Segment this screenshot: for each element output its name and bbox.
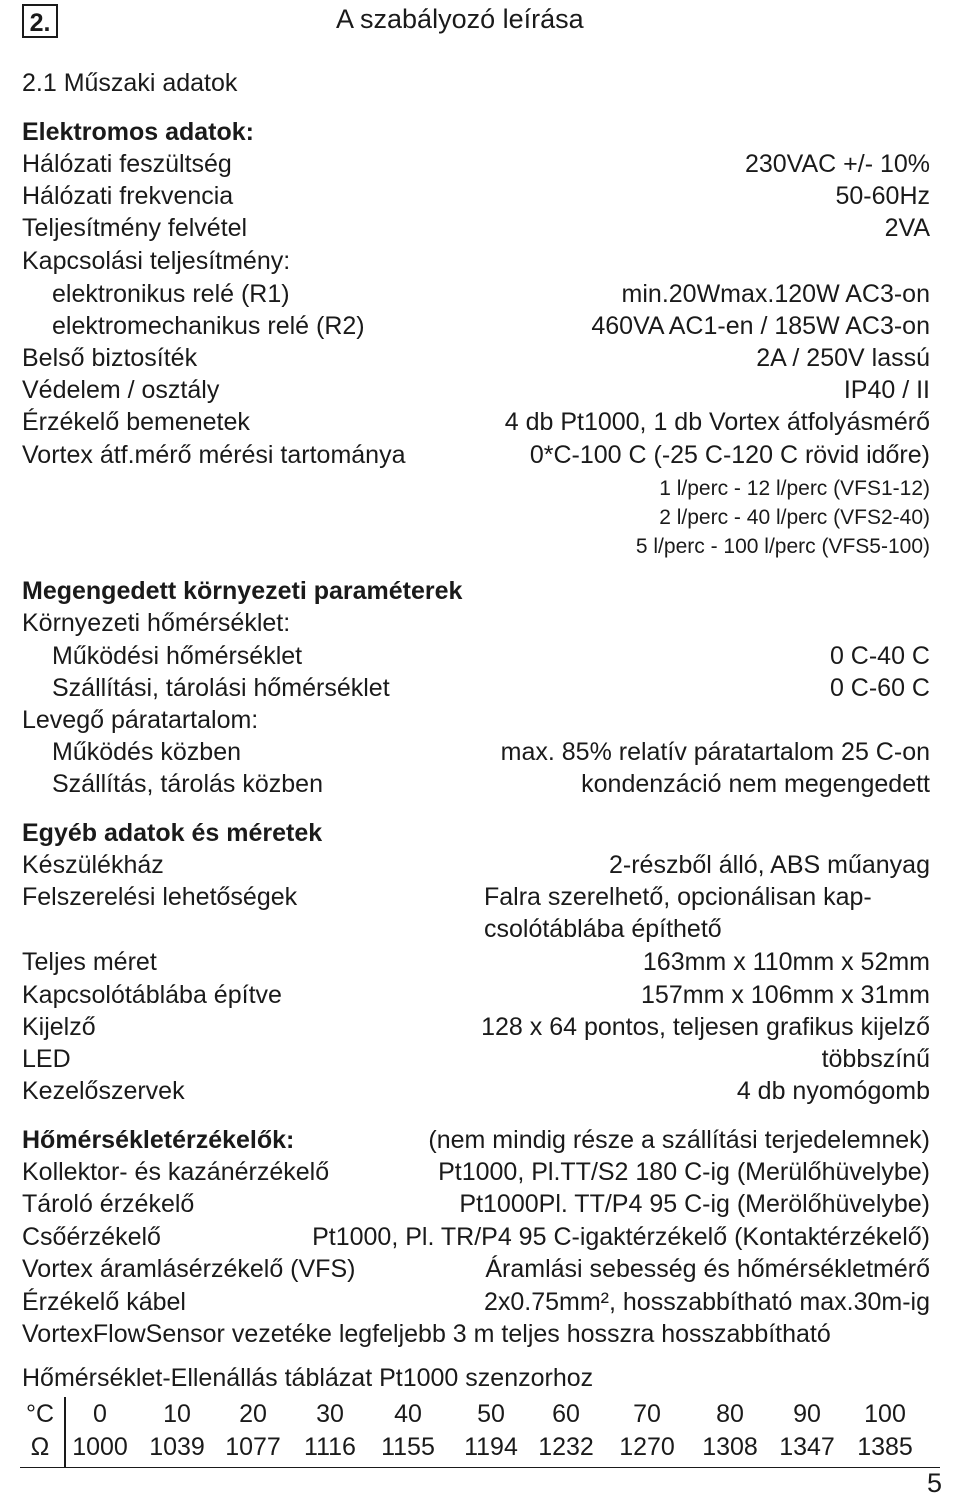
pt1000-table-title: Hőmérséklet-Ellenállás táblázat Pt1000 szenzorhoz [22, 1364, 594, 1392]
temp-unit-label: °C [25, 1400, 55, 1428]
row-value-continued: csolótáblába építhető [484, 915, 722, 943]
flow-range: 2 l/perc - 40 l/perc (VFS2-40) [659, 506, 930, 529]
table-cell: 0 [93, 1400, 107, 1428]
environment-heading: Megengedett környezeti paraméterek [22, 577, 463, 605]
row-value: Pt1000Pl. TT/P4 95 C-ig (Merölőhüvelybe) [459, 1190, 930, 1218]
electrical-heading: Elektromos adatok: [22, 118, 255, 146]
row-value: 163mm x 110mm x 52mm [642, 948, 930, 976]
flow-range: 5 l/perc - 100 l/perc (VFS5-100) [635, 535, 930, 558]
temperature-heading: Környezeti hőmérséklet: [22, 609, 291, 637]
row-value: 2VA [884, 214, 930, 242]
row-value: többszínű [821, 1045, 930, 1073]
table-cell: 40 [394, 1400, 422, 1428]
row-value: 0 C-60 C [829, 674, 930, 702]
sensors-heading: Hőmérsékletérzékelők: [22, 1126, 295, 1154]
row-label: Szállítási, tárolási hőmérséklet [52, 674, 390, 702]
page-title: A szabályozó leírása [336, 4, 584, 34]
row-label: Belső biztosíték [22, 344, 198, 372]
table-cell: 1155 [381, 1433, 435, 1461]
row-label: Működési hőmérséklet [52, 642, 303, 670]
table-cell: 50 [477, 1400, 505, 1428]
table-cell: 1308 [702, 1433, 758, 1461]
table-cell: 30 [316, 1400, 344, 1428]
table-cell: 60 [552, 1400, 580, 1428]
sensors-note: (nem mindig része a szállítási terjedelemnek) [428, 1126, 930, 1154]
row-label: LED [22, 1045, 71, 1073]
ohm-unit-label: Ω [30, 1433, 50, 1461]
page-number: 5 [926, 1468, 942, 1498]
row-value: max. 85% relatív páratartalom 25 C-on [500, 738, 930, 766]
row-label: Felszerelési lehetőségek [22, 883, 298, 911]
row-label: Hálózati frekvencia [22, 182, 234, 210]
row-label: Teljes méret [22, 948, 157, 976]
table-cell: 1347 [779, 1433, 835, 1461]
row-value: 460VA AC1-en / 185W AC3-on [591, 312, 930, 340]
row-value: 2A / 250V lassú [756, 344, 930, 372]
row-value: Pt1000, Pl. TR/P4 95 C-igaktérzékelő (Kontaktérzékelő) [312, 1223, 930, 1251]
table-cell: 10 [163, 1400, 191, 1428]
row-value: IP40 / II [843, 376, 930, 404]
row-value: 230VAC +/- 10% [744, 150, 930, 178]
row-label: Hálózati feszültség [22, 150, 232, 178]
row-label: Kapcsolási teljesítmény: [22, 247, 291, 275]
row-label: Szállítás, tárolás közben [52, 770, 323, 798]
table-cell: 70 [633, 1400, 661, 1428]
table-cell: 1270 [619, 1433, 675, 1461]
other-heading: Egyéb adatok és méretek [22, 819, 323, 847]
row-label: Vortex áramlásérzékelő (VFS) [22, 1255, 356, 1283]
row-value: 0*C-100 C (-25 C-120 C rövid időre) [529, 441, 930, 469]
table-cell: 100 [864, 1400, 906, 1428]
row-label: Érzékelő bemenetek [22, 408, 250, 436]
table-cell: 80 [716, 1400, 744, 1428]
flow-range: 1 l/perc - 12 l/perc (VFS1-12) [659, 477, 930, 500]
table-cell: 1039 [149, 1433, 205, 1461]
vfs-note: VortexFlowSensor vezetéke legfeljebb 3 m teljes hosszra hosszabbítható [22, 1320, 831, 1348]
row-label: Vortex átf.mérő mérési tartománya [22, 441, 406, 469]
row-label: Csőérzékelő [22, 1223, 161, 1251]
table-cell: 1000 [72, 1433, 128, 1461]
row-value: 157mm x 106mm x 31mm [641, 981, 930, 1009]
table-row-resistance [20, 1431, 920, 1463]
row-label: Érzékelő kábel [22, 1288, 186, 1316]
table-cell: 20 [239, 1400, 267, 1428]
row-value: 50-60Hz [835, 182, 930, 210]
row-label: Teljesítmény felvétel [22, 214, 248, 242]
row-value: kondenzáció nem megengedett [581, 770, 930, 798]
row-label: Kijelző [22, 1013, 96, 1041]
row-label: Kezelőszervek [22, 1077, 185, 1105]
row-value: 4 db nyomógomb [736, 1077, 930, 1105]
row-label: Tároló érzékelő [22, 1190, 195, 1218]
row-value: 2-részből álló, ABS műanyag [608, 851, 930, 879]
row-label: elektronikus relé (R1) [52, 280, 290, 308]
row-label: Készülékház [22, 851, 164, 879]
row-value: 2x0.75mm², hosszabbítható max.30m-ig [483, 1288, 930, 1316]
row-label: Kollektor- és kazánérzékelő [22, 1158, 330, 1186]
row-value: 4 db Pt1000, 1 db Vortex átfolyásmérő [504, 408, 930, 436]
table-horizontal-rule [20, 1467, 940, 1468]
row-value: min.20Wmax.120W AC3-on [621, 280, 930, 308]
row-value: 128 x 64 pontos, teljesen grafikus kijelző [481, 1013, 930, 1041]
table-cell: 1077 [225, 1433, 281, 1461]
chapter-number: 2. [22, 4, 58, 38]
row-label: Kapcsolótáblába építve [22, 981, 282, 1009]
table-cell: 1232 [538, 1433, 594, 1461]
table-cell: 1194 [464, 1433, 518, 1461]
row-label: Védelem / osztály [22, 376, 220, 404]
row-value: Pt1000, Pl.TT/S2 180 C-ig (Merülőhüvelybe) [438, 1158, 930, 1186]
section-title: 2.1 Műszaki adatok [22, 69, 238, 97]
table-cell: 1385 [857, 1433, 913, 1461]
table-row-temperature [20, 1398, 920, 1430]
row-value: 0 C-40 C [829, 642, 930, 670]
row-label: elektromechanikus relé (R2) [52, 312, 365, 340]
row-label: Működés közben [52, 738, 242, 766]
table-cell: 90 [793, 1400, 821, 1428]
humidity-heading: Levegő páratartalom: [22, 706, 259, 734]
row-value: Falra szerelhető, opcionálisan kap- [484, 883, 872, 911]
table-cell: 1116 [304, 1433, 356, 1461]
row-value: Áramlási sebesség és hőmérsékletmérő [485, 1255, 930, 1283]
